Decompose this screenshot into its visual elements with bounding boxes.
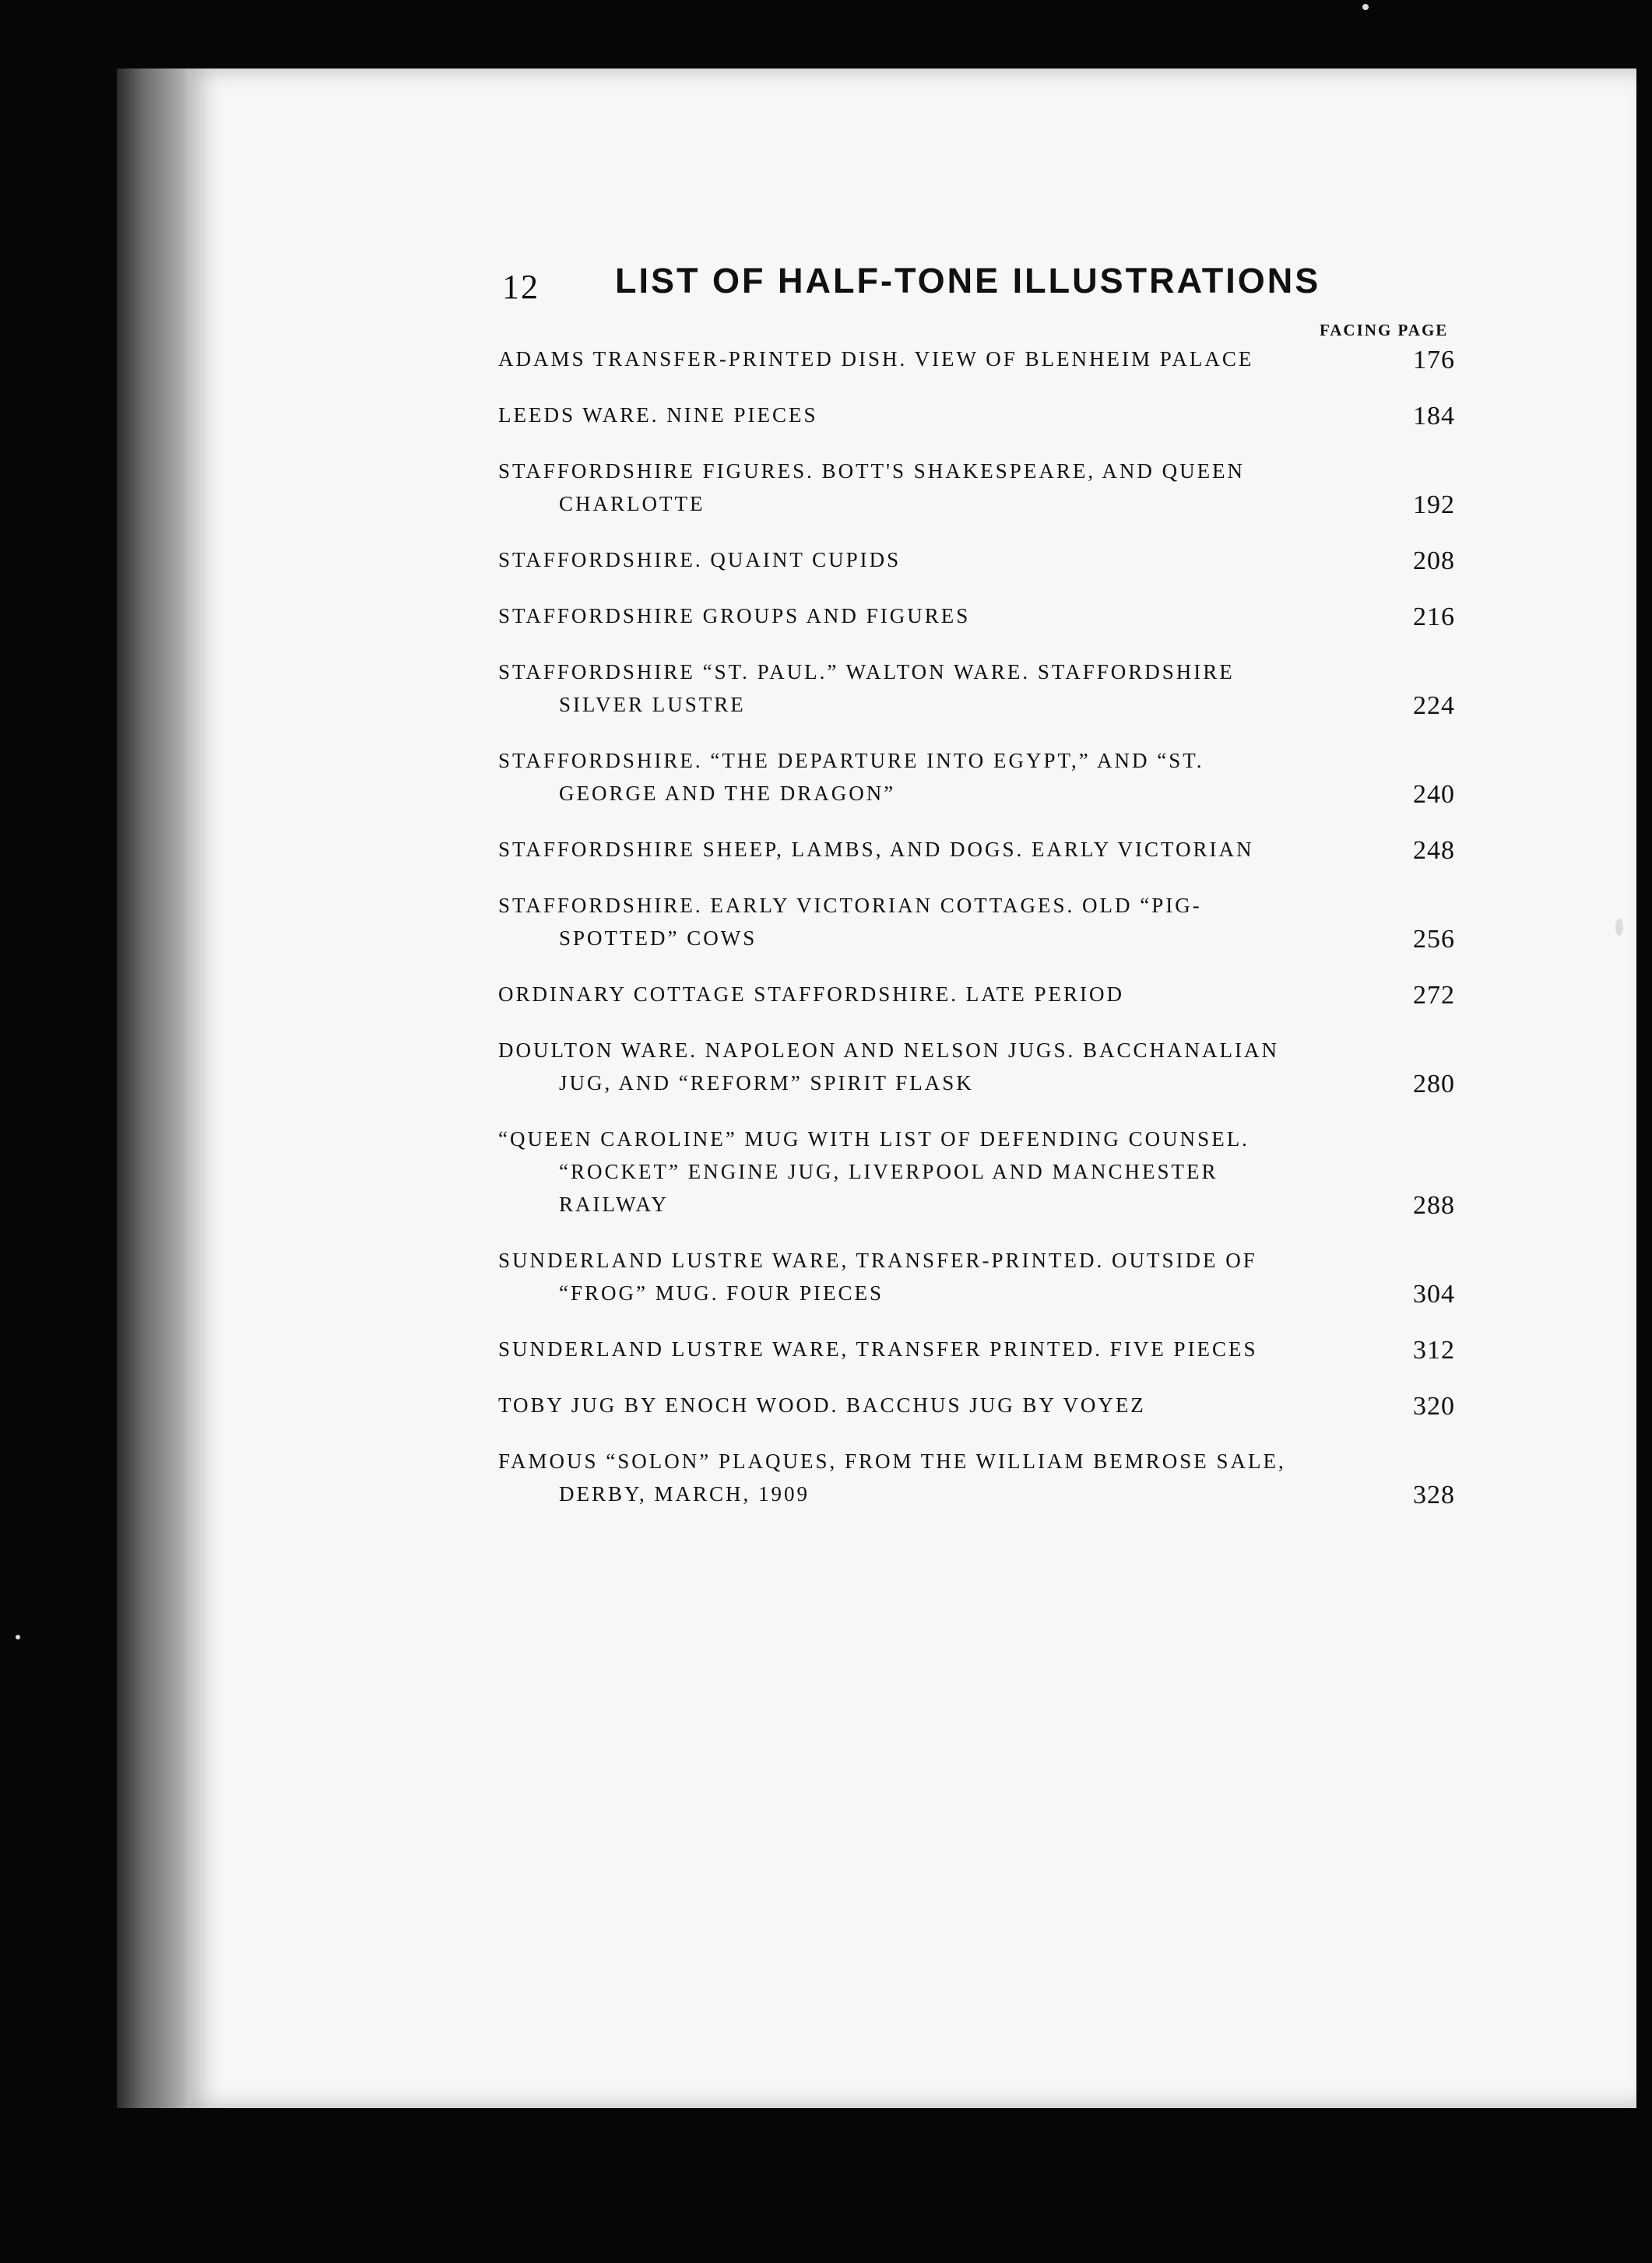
illustration-title-text: “FROG” MUG. FOUR PIECES (559, 1281, 884, 1305)
facing-page-number: 304 (1413, 1280, 1455, 1309)
illustration-entry (498, 1123, 1475, 1221)
illustration-entry-line (498, 543, 1475, 576)
facing-page-number: 192 (1413, 490, 1455, 519)
illustration-entry (498, 343, 1475, 375)
illustration-title-text: ORDINARY COTTAGE STAFFORDSHIRE. LATE PERIOD (498, 982, 1124, 1006)
illustration-entry (498, 399, 1475, 431)
illustration-entry-line (498, 1244, 1475, 1277)
illustration-entry-line (498, 744, 1475, 777)
illustration-entry-line (498, 1478, 1475, 1510)
illustration-entry-line (498, 455, 1475, 487)
illustration-entry-line (498, 599, 1475, 632)
illustration-entry (498, 833, 1475, 866)
facing-page-number: 224 (1413, 691, 1455, 720)
illustration-entry-line (498, 688, 1475, 721)
illustration-title-text: STAFFORDSHIRE FIGURES. BOTT'S SHAKESPEARE, AND QUEEN (498, 459, 1246, 483)
illustration-title-text: GEORGE AND THE DRAGON” (559, 782, 896, 805)
illustration-entry (498, 1333, 1475, 1365)
illustration-title-text: FAMOUS “SOLON” PLAQUES, FROM THE WILLIAM BEMROSE SALE, (498, 1450, 1286, 1473)
facing-page-number: 216 (1413, 603, 1455, 631)
illustration-title-text: SPOTTED” COWS (559, 926, 757, 950)
illustration-title-text: STAFFORDSHIRE “ST. PAUL.” WALTON WARE. STAFFORDSHIRE (498, 660, 1235, 683)
illustration-entry (498, 889, 1475, 954)
illustration-entry-line (498, 487, 1475, 520)
illustration-title-text: STAFFORDSHIRE SHEEP, LAMBS, AND DOGS. EARLY VICTORIAN (498, 838, 1254, 861)
facing-page-number: 328 (1413, 1481, 1455, 1509)
illustration-entry (498, 978, 1475, 1010)
illustration-title-text: STAFFORDSHIRE GROUPS AND FIGURES (498, 604, 971, 627)
illustration-title-text: “QUEEN CAROLINE” MUG WITH LIST OF DEFENDING COUNSEL. (498, 1127, 1250, 1151)
illustration-title-text: DOULTON WARE. NAPOLEON AND NELSON JUGS. BACCHANALIAN (498, 1038, 1280, 1062)
illustration-entry-line (498, 777, 1475, 810)
illustration-title-text: STAFFORDSHIRE. “THE DEPARTURE INTO EGYPT,” AND “ST. (498, 749, 1204, 772)
facing-page-number: 272 (1413, 981, 1455, 1010)
illustration-title-text: LEEDS WARE. NINE PIECES (498, 403, 818, 427)
illustration-list (498, 343, 1475, 1534)
illustration-entry-line (498, 889, 1475, 922)
page-header (502, 261, 1452, 307)
facing-page-number: 280 (1413, 1070, 1455, 1098)
illustration-entry-line (498, 399, 1475, 431)
illustration-title-text: CHARLOTTE (559, 492, 705, 515)
facing-page-number: 288 (1413, 1191, 1455, 1220)
illustration-title-text: JUG, AND “REFORM” SPIRIT FLASK (559, 1071, 974, 1095)
facing-page-label: FACING PAGE (1320, 321, 1449, 339)
page-title: LIST OF HALF-TONE ILLUSTRATIONS (615, 261, 1321, 300)
illustration-entry-line (498, 1333, 1475, 1365)
facing-page-number: 208 (1413, 546, 1455, 575)
illustration-entry (498, 655, 1475, 721)
illustration-entry-line (498, 978, 1475, 1010)
facing-page-number: 240 (1413, 780, 1455, 809)
illustration-title-text: STAFFORDSHIRE. EARLY VICTORIAN COTTAGES. OLD “PIG- (498, 894, 1202, 917)
illustration-entry (498, 744, 1475, 810)
illustration-entry-line (498, 833, 1475, 866)
illustration-entry-line (498, 1445, 1475, 1478)
illustration-title-text: “ROCKET” ENGINE JUG, LIVERPOOL AND MANCHESTER (559, 1160, 1218, 1183)
facing-page-number: 320 (1413, 1392, 1455, 1421)
illustration-entry (498, 455, 1475, 520)
illustration-title-text: SILVER LUSTRE (559, 693, 746, 716)
illustration-title-text: ADAMS TRANSFER-PRINTED DISH. VIEW OF BLENHEIM PALACE (498, 347, 1254, 371)
illustration-title-text: TOBY JUG BY ENOCH WOOD. BACCHUS JUG BY VOYEZ (498, 1393, 1146, 1417)
illustration-entry-line (498, 1188, 1475, 1221)
illustration-title-text: RAILWAY (559, 1193, 669, 1216)
illustration-entry (498, 1389, 1475, 1421)
facing-page-number: 176 (1413, 346, 1455, 374)
illustration-entry-line (498, 1277, 1475, 1309)
illustration-entry-line (498, 1155, 1475, 1188)
illustration-entry-line (498, 922, 1475, 954)
facing-page-number: 312 (1413, 1336, 1455, 1365)
illustration-entry-line (498, 1066, 1475, 1099)
illustration-entry (498, 599, 1475, 632)
illustration-entry (498, 1034, 1475, 1099)
illustration-entry-line (498, 1123, 1475, 1155)
illustration-entry-line (498, 343, 1475, 375)
illustration-title-text: SUNDERLAND LUSTRE WARE, TRANSFER-PRINTED. OUTSIDE OF (498, 1249, 1257, 1272)
facing-page-number: 248 (1413, 836, 1455, 865)
illustration-entry-line (498, 1389, 1475, 1421)
scan-speck (1615, 919, 1623, 936)
page-number: 12 (502, 268, 540, 306)
illustration-entry-line (498, 1034, 1475, 1066)
scan-speck (1362, 4, 1369, 10)
illustration-entry (498, 1244, 1475, 1309)
facing-page-number: 184 (1413, 402, 1455, 430)
illustration-entry-line (498, 655, 1475, 688)
facing-page-number: 256 (1413, 925, 1455, 954)
illustration-entry (498, 1445, 1475, 1510)
illustration-title-text: SUNDERLAND LUSTRE WARE, TRANSFER PRINTED. FIVE PIECES (498, 1337, 1258, 1361)
illustration-entry (498, 543, 1475, 576)
illustration-title-text: STAFFORDSHIRE. QUAINT CUPIDS (498, 548, 902, 571)
scan-speck (16, 1635, 20, 1639)
illustration-title-text: DERBY, MARCH, 1909 (559, 1482, 810, 1506)
